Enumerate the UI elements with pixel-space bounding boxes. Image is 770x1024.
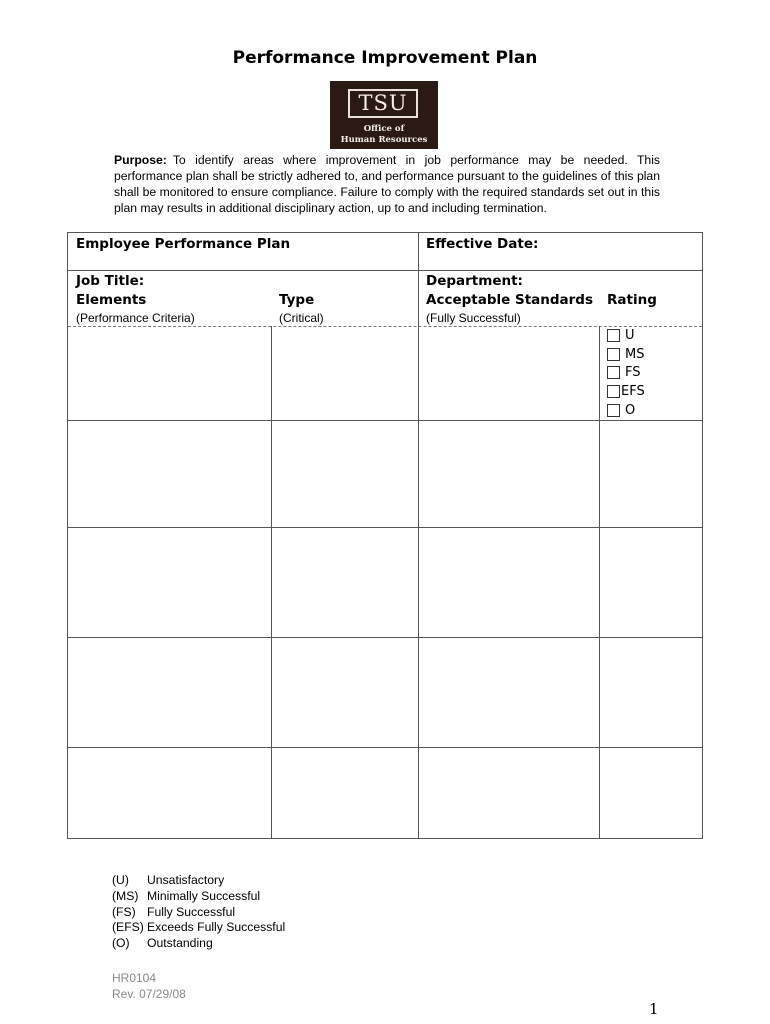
department-label: Department: — [426, 273, 523, 289]
purpose-text: To identify areas where improvement in job performance may be needed. This performance plan shall be strictly adhered to, and performance pursuant to the guidelines of this plan shall be monitored to ensure compliance. Failure to comply with the required standards set out in this plan may results in additional disciplinary action, up to and including termination. — [114, 153, 660, 215]
form-footer — [112, 970, 186, 1002]
legend-abbr: (U) — [112, 873, 129, 887]
job-title-label: Job Title: — [76, 273, 145, 289]
row-divider — [68, 270, 702, 271]
legend-item — [112, 889, 285, 905]
row-divider — [68, 747, 702, 748]
rating-label: O — [625, 403, 636, 418]
legend-item — [112, 905, 285, 921]
col-sub-type: (Critical) — [279, 311, 324, 325]
legend-item — [112, 936, 285, 952]
performance-plan-table — [67, 232, 703, 839]
rating-checkbox[interactable] — [607, 329, 620, 342]
tsu-logo — [330, 81, 438, 149]
legend-text: Outstanding — [147, 936, 213, 951]
purpose-paragraph — [114, 152, 660, 216]
rating-option-o[interactable] — [607, 402, 635, 419]
rating-legend — [112, 873, 285, 952]
rating-option-ms[interactable] — [607, 346, 644, 363]
rating-label: EFS — [621, 384, 645, 399]
rating-label: FS — [625, 365, 641, 380]
logo-line-1: Office of — [363, 124, 405, 134]
col-heading-type: Type — [279, 292, 315, 308]
legend-text: Fully Successful — [147, 904, 236, 919]
rating-label: MS — [625, 347, 645, 362]
legend-item — [112, 920, 285, 936]
page-number: 1 — [649, 1000, 659, 1018]
legend-abbr: (EFS) — [112, 920, 144, 935]
legend-abbr: (FS) — [112, 904, 136, 919]
purpose-label: Purpose: — [114, 153, 167, 167]
row-divider — [68, 637, 702, 638]
row-divider — [68, 420, 702, 421]
legend-abbr: (O) — [112, 936, 130, 951]
page-title: Performance Improvement Plan — [232, 48, 538, 68]
logo-line-2: Human Resources — [340, 135, 428, 145]
logo-abbr: TSU — [348, 89, 418, 118]
rating-option-efs[interactable] — [607, 383, 645, 400]
col-heading-elements: Elements — [76, 292, 147, 308]
col-sub-elements: (Performance Criteria) — [76, 311, 195, 325]
col-heading-rating: Rating — [607, 292, 657, 308]
column-divider — [599, 326, 600, 838]
column-divider — [418, 233, 419, 838]
legend-text: Minimally Successful — [147, 888, 261, 903]
row-divider — [68, 527, 702, 528]
legend-text: Exceeds Fully Successful — [147, 920, 286, 935]
rating-option-fs[interactable] — [607, 364, 641, 381]
employee-plan-label: Employee Performance Plan — [76, 236, 291, 252]
rating-checkbox[interactable] — [607, 404, 620, 417]
rating-checkbox[interactable] — [607, 366, 620, 379]
legend-abbr: (MS) — [112, 888, 139, 903]
legend-text: Unsatisfactory — [147, 873, 225, 887]
effective-date-label: Effective Date: — [426, 236, 539, 252]
revision-date: Rev. 07/29/08 — [112, 987, 186, 1001]
column-divider — [271, 326, 272, 838]
rating-checkbox[interactable] — [607, 348, 620, 361]
form-code: HR0104 — [112, 971, 157, 985]
rating-option-u[interactable] — [607, 327, 635, 344]
col-sub-standards: (Fully Successful) — [426, 311, 521, 325]
rating-checkbox[interactable] — [607, 385, 620, 398]
legend-item — [112, 873, 285, 889]
col-heading-standards: Acceptable Standards — [426, 292, 594, 308]
rating-label: U — [625, 328, 635, 343]
